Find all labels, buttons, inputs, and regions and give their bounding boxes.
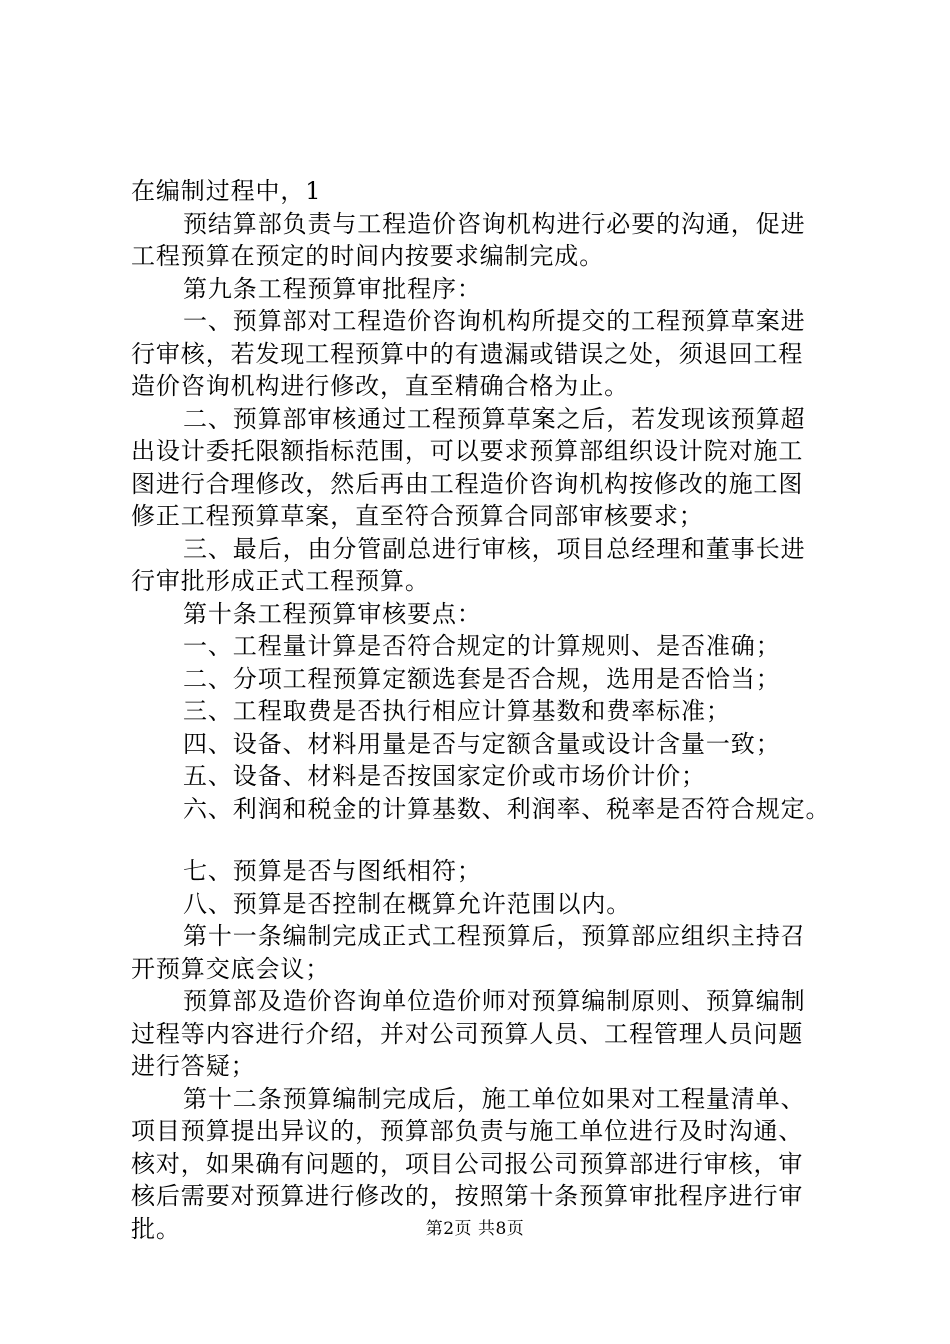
text-line: 出设计委托限额指标范围，可以要求预算部组织设计院对施工 — [131, 437, 804, 465]
document-body — [131, 175, 851, 1245]
list-item: 四、设备、材料用量是否与定额含量或设计含量一致； — [183, 729, 781, 758]
text-line: 二、预算部审核通过工程预算草案之后，若发现该预算超 — [183, 404, 806, 433]
list-item: 六、利润和税金的计算基数、利润率、税率是否符合规定。 — [183, 794, 831, 823]
list-item: 一、工程量计算是否符合规定的计算规则、是否准确； — [183, 632, 781, 660]
text-line: 第十二条预算编制完成后，施工单位如果对工程量清单、 — [183, 1084, 806, 1113]
blank-line — [131, 825, 851, 855]
list-item: 三、工程取费是否执行相应计算基数和费率标准； — [183, 697, 731, 725]
list-item: 五、设备、材料是否按国家定价或市场价计价； — [183, 762, 706, 790]
text-line: 核后需要对预算进行修改的，按照第十条预算审批程序进行审 — [131, 1182, 804, 1210]
text-line: 开预算交底会议； — [131, 954, 331, 983]
text-line: 三、最后，由分管副总进行审核，项目总经理和董事长进 — [183, 534, 806, 563]
text-line: 预结算部负责与工程造价咨询机构进行必要的沟通，促进 — [183, 209, 806, 238]
text-line: 项目预算提出异议的，预算部负责与施工单位进行及时沟通、 — [131, 1117, 804, 1145]
text-line: 预算部及造价咨询单位造价师对预算编制原则、预算编制 — [183, 987, 806, 1015]
list-item: 七、预算是否与图纸相符； — [183, 857, 482, 885]
page-number-label: 第2页 共8页 — [425, 1219, 525, 1239]
section-heading: 第九条工程预算审批程序： — [183, 274, 482, 303]
text-line: 过程等内容进行介绍，并对公司预算人员、工程管理人员问题 — [131, 1019, 804, 1048]
text-line: 修正工程预算草案，直至符合预算合同部审核要求； — [131, 502, 704, 530]
text-line: 进行答疑； — [131, 1052, 256, 1080]
text-line: 第十一条编制完成正式工程预算后，预算部应组织主持召 — [183, 922, 806, 950]
text-line: 在编制过程中，1 — [131, 177, 322, 205]
page-footer — [0, 1214, 950, 1239]
text-line: 核对，如果确有问题的，项目公司报公司预算部进行审核，审 — [131, 1149, 804, 1178]
text-line: 行审核，若发现工程预算中的有遗漏或错误之处，须退回工程 — [131, 339, 804, 368]
section-heading: 第十条工程预算审核要点： — [183, 599, 482, 628]
text-line: 工程预算在预定的时间内按要求编制完成。 — [131, 242, 605, 270]
list-item: 二、分项工程预算定额选套是否合规，选用是否恰当； — [183, 664, 781, 693]
text-line: 行审批形成正式工程预算。 — [131, 567, 430, 595]
list-item: 八、预算是否控制在概算允许范围以内。 — [183, 889, 632, 918]
text-line: 一、预算部对工程造价咨询机构所提交的工程预算草案进 — [183, 307, 806, 335]
text-line: 批。 — [131, 1214, 181, 1243]
text-line: 造价咨询机构进行修改，直至精确合格为止。 — [131, 372, 629, 400]
text-line: 图进行合理修改，然后再由工程造价咨询机构按修改的施工图 — [131, 469, 804, 498]
